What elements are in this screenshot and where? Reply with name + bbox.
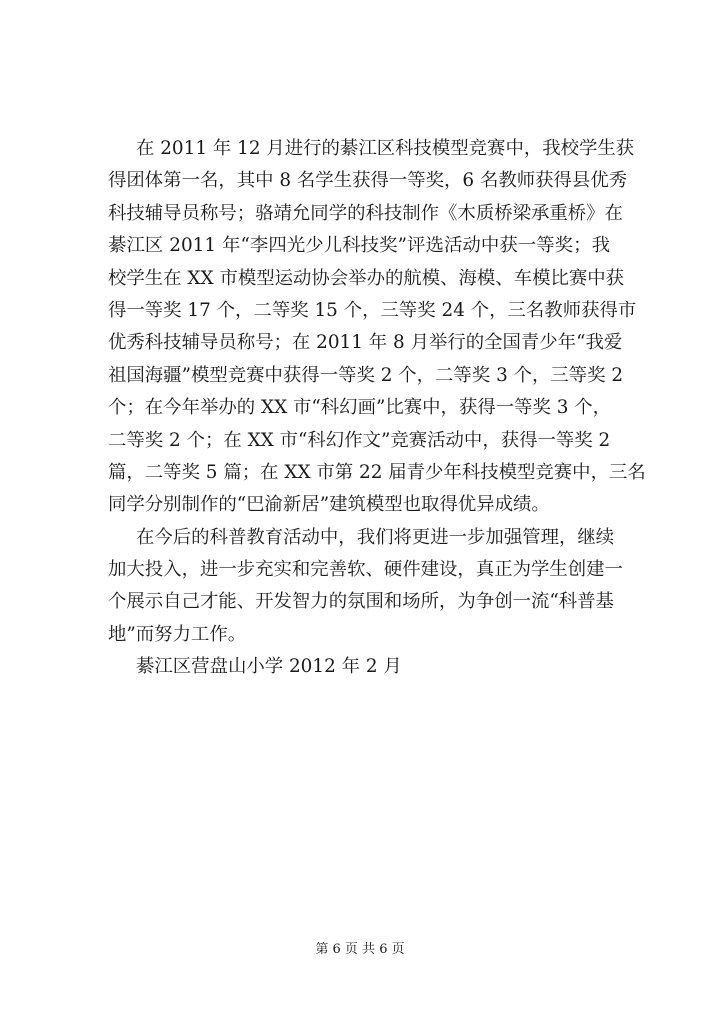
text-line: 校学生在 XX 市模型运动协会举办的航模、海模、车模比赛中获 [108, 267, 625, 289]
text-line: 加大投入，进一步充实和完善软、硬件建设，真正为学生创建一 [108, 559, 623, 581]
text-line: 綦江区 2011 年“李四光少儿科技奖”评选活动中获一等奖；我 [108, 235, 610, 257]
paragraph-future-plans [108, 522, 623, 652]
signature-line: 綦江区营盘山小学 2012 年 2 月 [136, 656, 402, 678]
document-body [108, 133, 646, 684]
text-line: 在 2011 年 12 月进行的綦江区科技模型竞赛中，我校学生获 [136, 138, 635, 159]
text-line: 祖国海疆”模型竞赛中获得一等奖 2 个，二等奖 3 个，三等奖 2 [108, 364, 624, 386]
text-line: 个；在今年举办的 XX 市“科幻画”比赛中，获得一等奖 3 个， [108, 397, 612, 419]
text-line: 在今后的科普教育活动中，我们将更进一步加强管理，继续 [136, 526, 615, 548]
text-line: 地”而努力工作。 [108, 623, 247, 645]
text-line: 篇，二等奖 5 篇；在 XX 市第 22 届青少年科技模型竞赛中，三名 [108, 461, 646, 483]
text-line: 二等奖 2 个；在 XX 市“科幻作文”竞赛活动中，获得一等奖 2 [108, 429, 611, 451]
paragraph-achievements [108, 133, 646, 522]
text-line: 得团体第一名，其中 8 名学生获得一等奖，6 名教师获得县优秀 [108, 170, 628, 192]
text-line: 个展示自己才能、开发智力的氛围和场所，为争创一流“科普基 [108, 591, 614, 613]
text-line: 同学分别制作的“巴渝新居”建筑模型也取得优异成绩。 [108, 494, 550, 516]
text-line: 科技辅导员称号；骆靖允同学的科技制作《木质桥梁承重桥》在 [108, 202, 623, 224]
text-line: 优秀科技辅导员称号；在 2011 年 8 月举行的全国青少年“我爱 [108, 332, 623, 354]
page-number-footer: 第 6 页 共 6 页 [315, 942, 405, 957]
text-line: 得一等奖 17 个，二等奖 15 个，三等奖 24 个，三名教师获得市 [108, 299, 637, 321]
